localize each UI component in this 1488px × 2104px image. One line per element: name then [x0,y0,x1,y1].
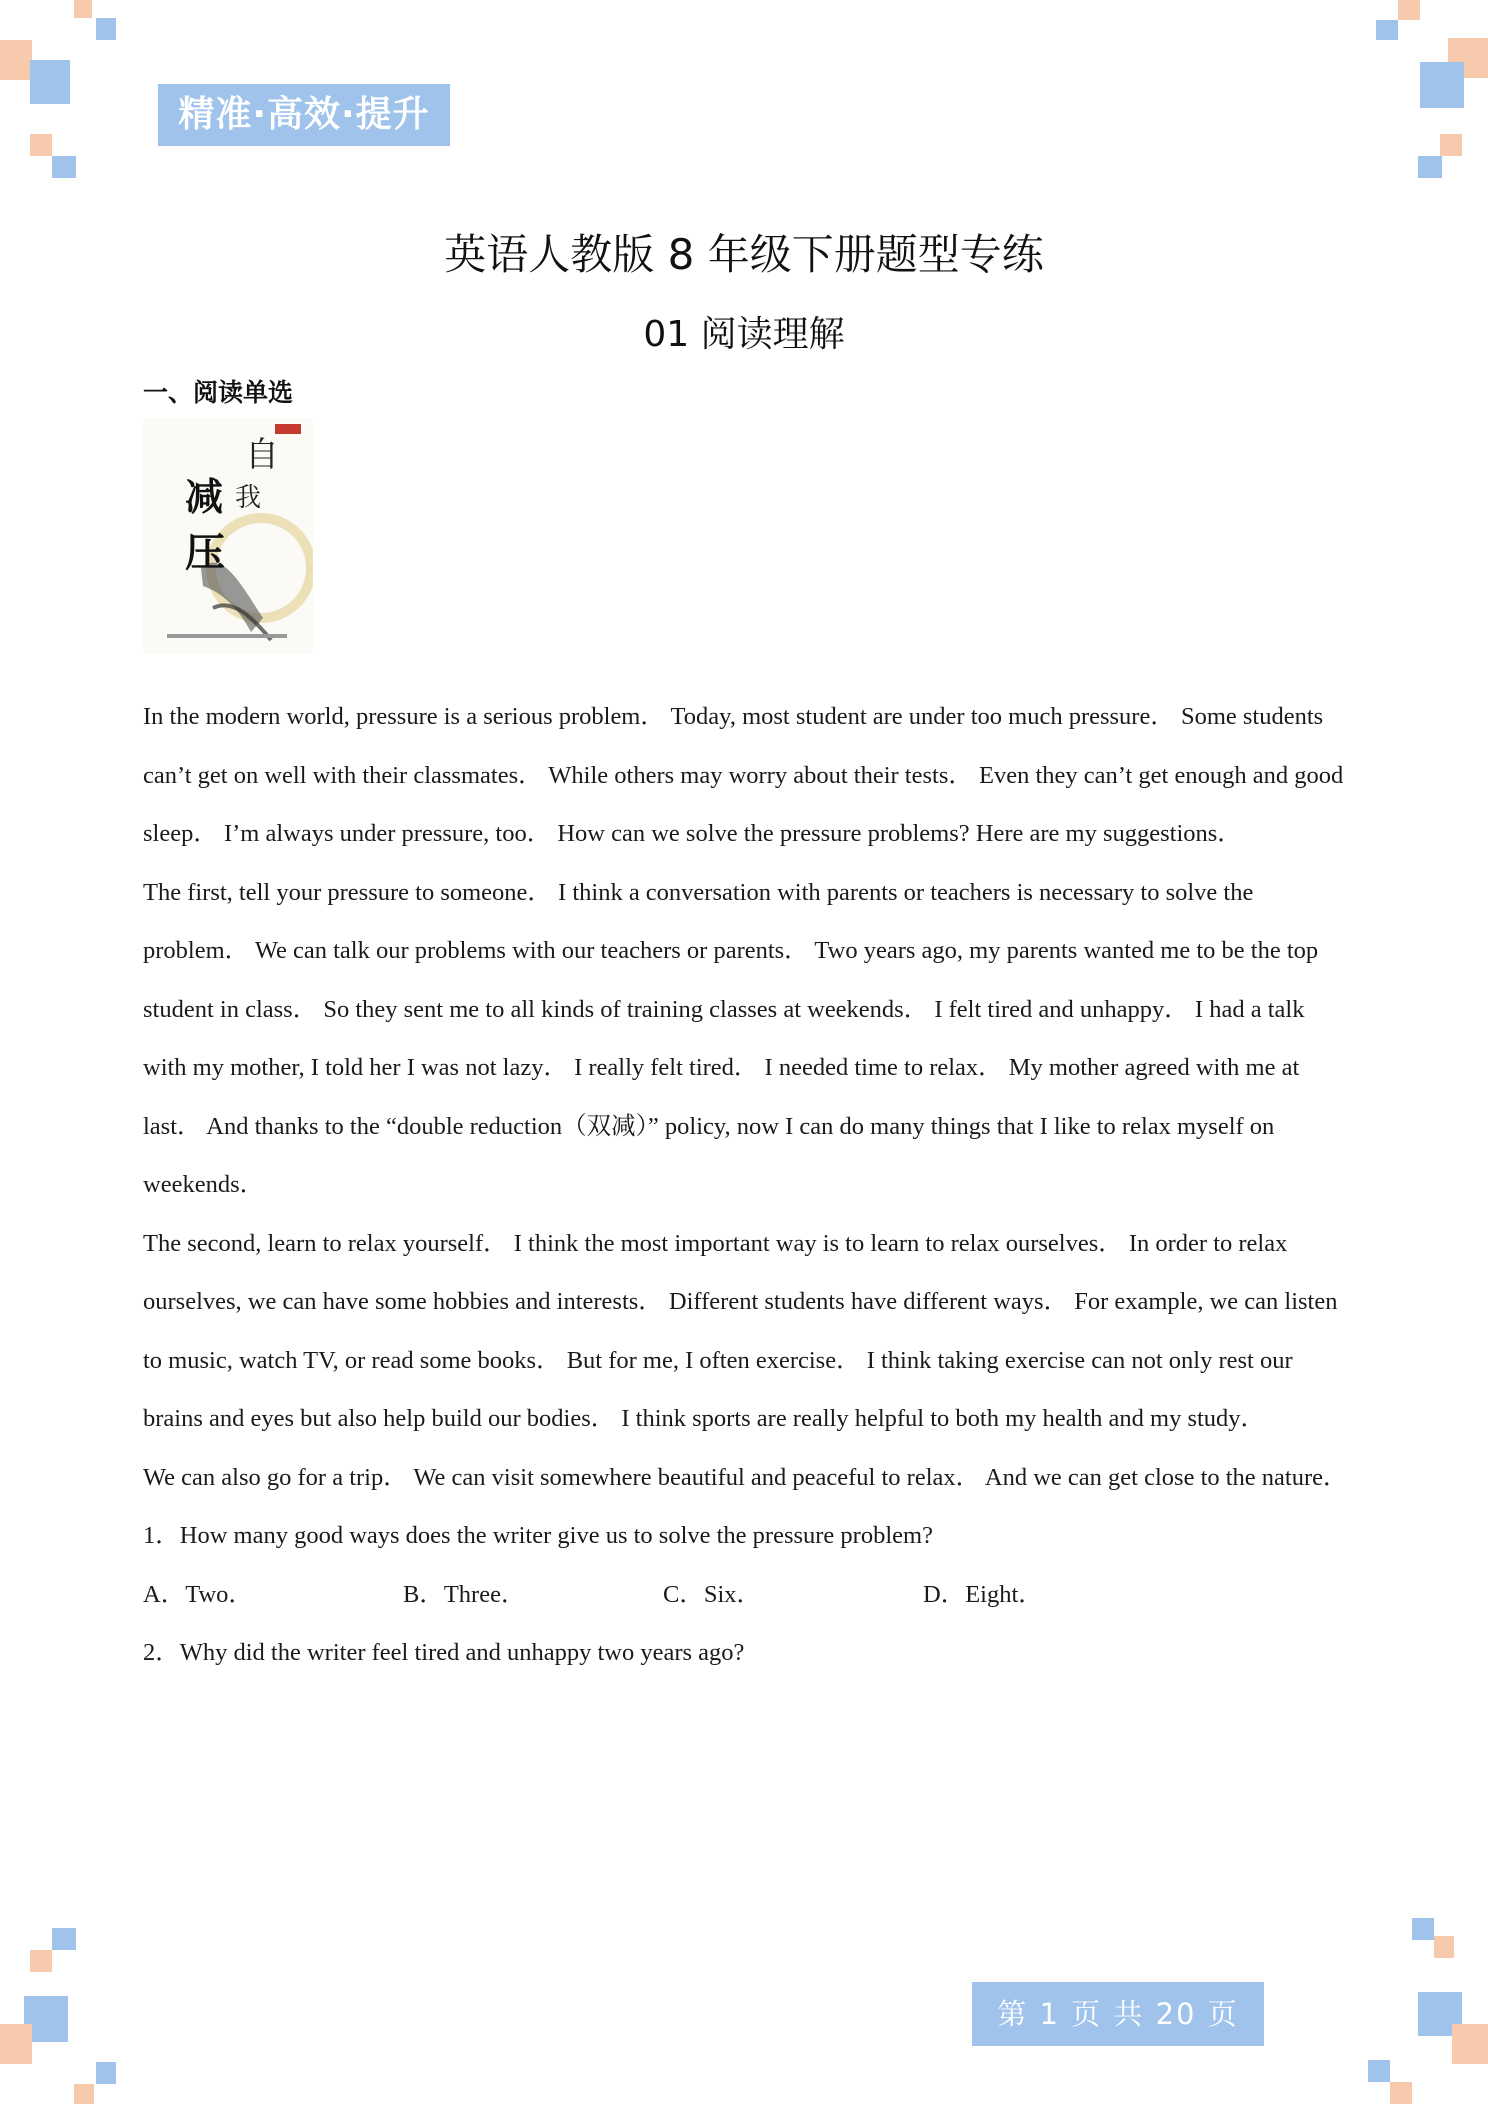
paragraph: The first, tell your pressure to someone． I think a conversation with parents or teachers is necessary to solve the problem． We can talk our problems with our teachers or parents． Two years ago, my parents wanted me to be the top student in class． So they sent me to all kinds of training classes at weekends． I felt tired and unhappy． I had a talk with my mother, I told her I was not lazy． I really felt tired． I needed time to relax． My mother agreed with me at last． And thanks to the “double reduction（双减）” policy, now I can do many things that I like to relax myself on weekends． [143,878,1319,1198]
page-number: 第 1 页 共 20 页 [972,1982,1264,2046]
paragraph: We can also go for a trip． We can visit somewhere beautiful and peaceful to relax． And we can get close to the nature． [143,1463,1348,1491]
option-c: C．Six． [663,1580,762,1608]
question-1-options [143,1566,1353,1625]
question-1-stem: 1．How many good ways does the writer give us to solve the pressure problem? [143,1522,933,1549]
section-heading: 一、阅读单选 [143,378,294,407]
paragraph: The second, learn to relax yourself． I think the most important way is to learn to relax ourselves． In order to relax ourselves, we can have some hobbies and interests． Different students have different ways． For example, we can listen to music, watch TV, or read some books． But for me, I often exercise． I think taking exercise can not only rest our brains and eyes but also help build our bodies． I think sports are really helpful to both my health and my study． [143,1229,1338,1432]
document-subtitle: 01 阅读理解 [643,314,845,355]
book-cover-illustration [143,418,313,654]
document-title: 英语人教版 8 年级下册题型专练 [444,230,1044,279]
cover-char-4: 压 [185,530,225,576]
book-cover-image [143,418,313,654]
paragraph: In the modern world, pressure is a serious problem． Today, most student are under too much pressure． Some students can’t get on well with their classmates． While others may worry about their tests． Even they can’t get enough and good sleep． I’m always under pressure, too． How can we solve the pressure problems? Here are my suggestions． [143,703,1344,847]
question-2-stem: 2．Why did the writer feel tired and unhappy two years ago? [143,1639,745,1666]
option-a: A．Two． [143,1580,253,1608]
cover-char-1: 自 [245,435,279,475]
brand-banner: 精准·高效·提升 [158,84,450,146]
cover-char-2: 我 [235,483,262,513]
cover-char-3: 减 [185,475,224,519]
option-b: B．Three． [403,1580,526,1608]
option-d: D．Eight． [923,1580,1043,1608]
reading-passage [143,688,1353,1683]
